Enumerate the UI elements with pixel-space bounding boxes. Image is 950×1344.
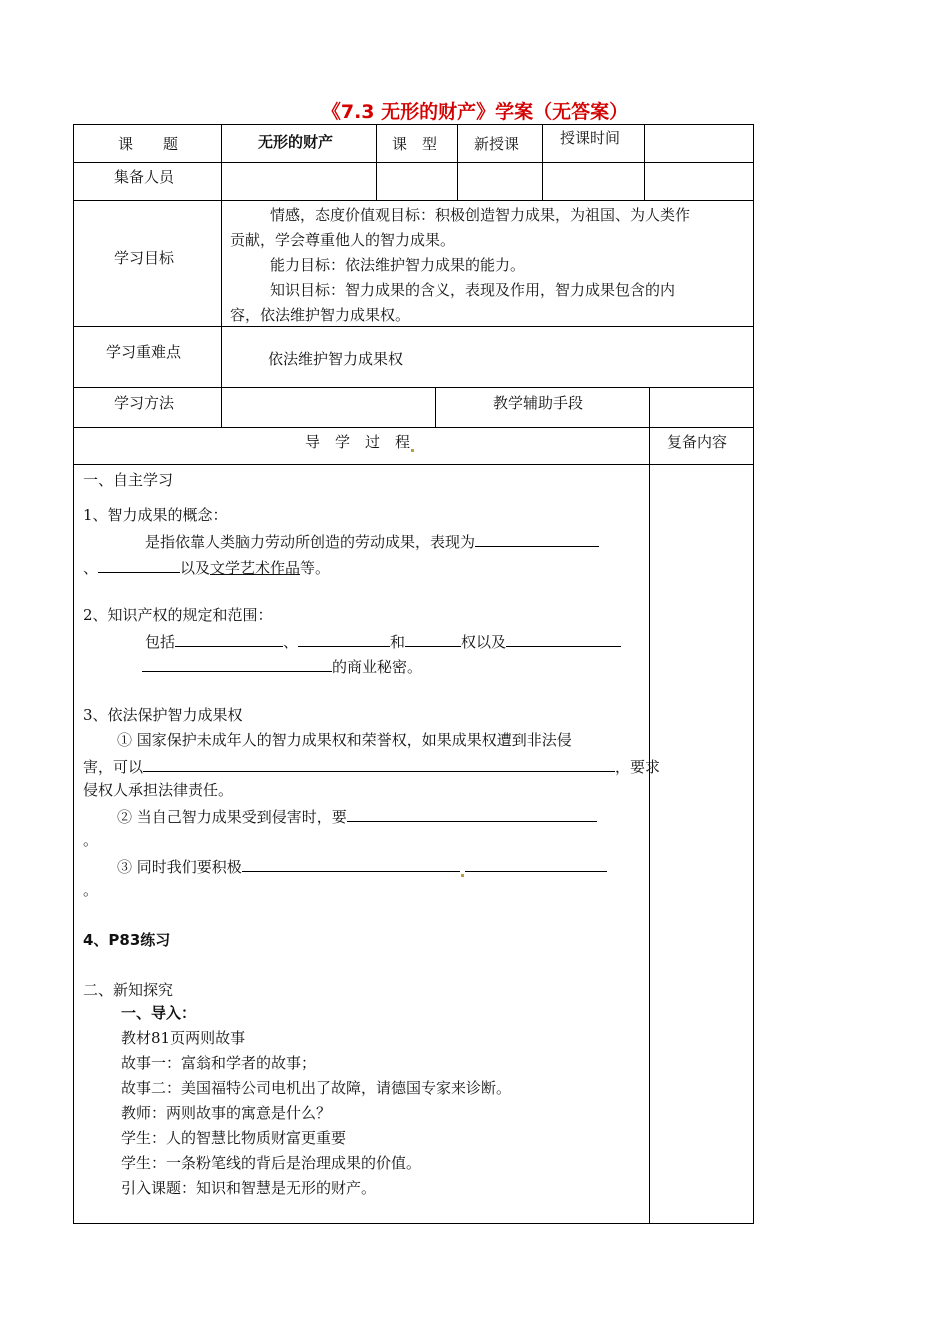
- q2-end: 的商业秘密。: [332, 658, 423, 676]
- question-line: [83, 780, 233, 800]
- topic-value: 无形的财产: [258, 133, 334, 151]
- subsection-heading: 一、导入：: [121, 1004, 197, 1022]
- exercise-ref: 4、P83练习: [83, 931, 171, 949]
- answer-blank[interactable]: [475, 530, 599, 547]
- row-divider: [73, 162, 754, 163]
- answer-blank[interactable]: [98, 556, 180, 573]
- question-line: [117, 855, 607, 877]
- q2-and: 和: [390, 633, 406, 651]
- question-title: 2、知识产权的规定和范围：: [83, 606, 273, 624]
- objective-line: 知识目标：智力成果的含义，表现及作用，智力成果包含的内: [270, 281, 676, 299]
- objective-line: 能力目标：依法维护智力成果的能力。: [270, 256, 526, 274]
- question-line: [83, 556, 330, 578]
- intro-line: 学生：一条粉笔线的背后是治理成果的价值。: [121, 1154, 422, 1172]
- intro-line: 引入课题：知识和智慧是无形的财产。: [121, 1179, 377, 1197]
- answer-blank[interactable]: [142, 655, 332, 672]
- question-line: [145, 630, 621, 652]
- answer-blank[interactable]: [175, 630, 283, 647]
- column-divider: [649, 387, 650, 1224]
- answer-blank[interactable]: [347, 805, 597, 822]
- objectives-label: 学习目标: [114, 249, 175, 267]
- mark-dot: [461, 874, 464, 877]
- row-divider: [73, 427, 754, 428]
- q2-prefix: 包括: [145, 633, 176, 651]
- section-heading: 二、新知探究: [83, 981, 174, 999]
- question-line: [117, 805, 597, 827]
- answer-blank[interactable]: [242, 855, 460, 872]
- section-heading: 一、自主学习: [83, 471, 174, 489]
- question-title: 1、智力成果的概念：: [83, 506, 228, 524]
- q2-sep: 、: [283, 633, 299, 651]
- answer-blank[interactable]: [465, 855, 607, 872]
- objective-line: 情感，态度价值观目标：积极创造智力成果，为祖国、为人类作: [270, 206, 691, 224]
- row-divider: [73, 387, 754, 388]
- period: 。: [83, 881, 99, 899]
- key-points-value: 依法维护智力成果权: [268, 350, 404, 368]
- answer-blank[interactable]: [405, 630, 461, 647]
- column-divider: [435, 387, 436, 427]
- preparers-label: 集备人员: [114, 168, 175, 186]
- q1-text: 是指依靠人类脑力劳动所创造的劳动成果，表现为: [145, 533, 476, 551]
- type-label: 课 型: [392, 135, 438, 153]
- answer-blank[interactable]: [298, 630, 390, 647]
- q1-sep: 、: [83, 559, 99, 577]
- aids-label: 教学辅助手段: [493, 394, 584, 412]
- period: 。: [83, 831, 99, 849]
- intro-line: 故事一：富翁和学者的故事；: [121, 1054, 317, 1072]
- row-divider: [73, 326, 754, 327]
- column-divider: [221, 124, 222, 427]
- method-label: 学习方法: [114, 394, 175, 412]
- intro-line: 学生：人的智慧比物质财富更重要: [121, 1129, 347, 1147]
- objective-line: 贡献，学会尊重他人的智力成果。: [230, 231, 456, 249]
- q3-1-suffix: ，要求: [615, 758, 661, 776]
- question-line: [142, 655, 422, 677]
- q3-2-text: ② 当自己智力成果受到侵害时，要: [117, 808, 347, 826]
- answer-blank[interactable]: [506, 630, 621, 647]
- q3-1-prefix: 害，可以: [83, 758, 144, 776]
- q1-end: 等。: [300, 559, 331, 577]
- key-points-label: 学习重难点: [106, 343, 182, 361]
- column-divider: [457, 124, 458, 200]
- process-header: [305, 432, 415, 452]
- question-line: [83, 755, 660, 777]
- question-line: ① 国家保护未成年人的智力成果权和荣誉权，如果成果权遭到非法侵: [117, 731, 572, 749]
- topic-label: 课 题: [118, 135, 179, 153]
- q1-underlined: 文学艺术作品: [210, 559, 301, 577]
- time-label: 授课时间: [560, 129, 621, 147]
- mark-dot: [411, 449, 414, 452]
- answer-blank[interactable]: [143, 755, 615, 772]
- document-title: 《7.3 无形的财产》学案（无答案）: [321, 101, 629, 123]
- type-value: 新授课: [474, 135, 520, 153]
- column-divider: [644, 124, 645, 200]
- q3-1-end: 侵权人承担法律责任。: [83, 781, 234, 799]
- row-divider: [73, 464, 754, 465]
- column-divider: [376, 124, 377, 200]
- q1-mid: 以及: [180, 559, 211, 577]
- intro-line: 教材81页两则故事: [121, 1029, 246, 1047]
- row-divider: [73, 200, 754, 201]
- q2-right: 权以及: [461, 633, 507, 651]
- column-divider: [542, 124, 543, 200]
- objective-line: 容，依法维护智力成果权。: [230, 306, 411, 324]
- intro-line: 教师：两则故事的寓意是什么？: [121, 1104, 332, 1122]
- review-header: 复备内容: [667, 433, 728, 451]
- question-title: 3、依法保护智力成果权: [83, 706, 243, 724]
- process-header-label: 导 学 过 程: [305, 433, 411, 451]
- q3-3-text: ③ 同时我们要积极: [117, 858, 242, 876]
- intro-line: 故事二：美国福特公司电机出了故障，请德国专家来诊断。: [121, 1079, 512, 1097]
- question-line: [145, 530, 599, 552]
